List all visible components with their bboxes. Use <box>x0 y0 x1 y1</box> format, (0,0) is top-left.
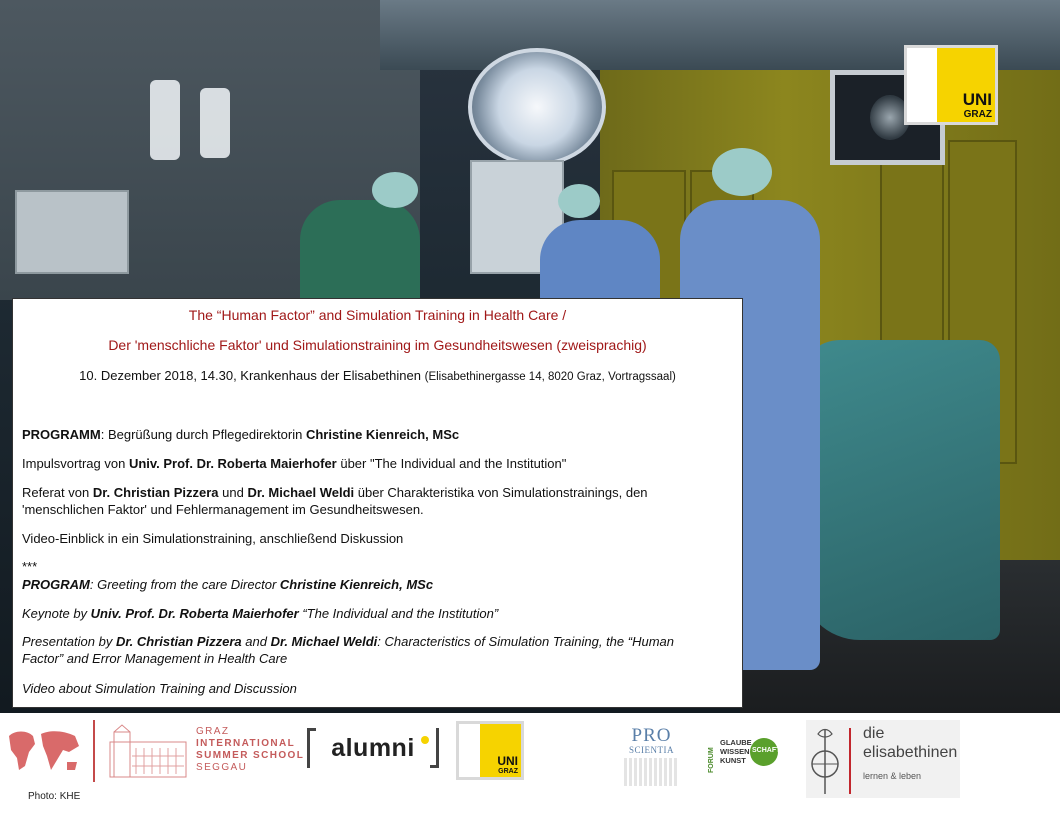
title-english: The “Human Factor” and Simulation Training in Health Care / <box>188 307 567 323</box>
photo-credit: Photo: KHE <box>28 791 81 802</box>
pro-text: PRO <box>631 725 672 746</box>
scientia-text: SCIENTIA <box>629 745 674 755</box>
castle-seggau-icon <box>108 724 188 779</box>
uni-text: UNI <box>497 754 518 768</box>
forum-circle <box>750 738 781 766</box>
elisabethinen-tagline: lernen & leben <box>863 771 922 781</box>
presentation-topic-cont: Factor” and Error Management in Health Care <box>22 651 288 666</box>
date-place-text: 10. Dezember 2018, 14.30, Krankenhaus der Elisabethinen <box>79 368 421 383</box>
world-map-icon <box>5 726 83 778</box>
connector-text: und <box>218 485 248 500</box>
forum-vertical-text: FORUM <box>708 747 715 773</box>
referat-text: Referat von <box>22 485 93 500</box>
alumni-text: alumni <box>331 733 415 762</box>
uni-graz-logo-small <box>456 721 524 780</box>
gis-divider <box>93 720 95 782</box>
pro-scientia-pattern <box>624 758 679 786</box>
referat-topic-cont: 'menschlichen Faktor' und Fehlermanagement im Gesundheitswesen. <box>22 502 424 517</box>
forum-circle-text: SCHAFT <box>752 747 781 754</box>
forum-logo <box>708 737 781 773</box>
alumni-logo <box>307 728 439 768</box>
elisabethinen-emblem-icon <box>808 724 842 796</box>
iv-bag <box>200 88 230 158</box>
keynote-title: “The Individual and the Institution” <box>298 606 499 621</box>
gis-line1: GRAZ <box>196 726 230 737</box>
medical-monitor <box>15 190 129 274</box>
programm-video: Video-Einblick in ein Simulationstraining, anschließend Diskussion <box>22 531 404 546</box>
presentation-topic: : Characteristics of Simulation Training, the “Human <box>377 634 674 649</box>
surgical-drape <box>800 340 1000 640</box>
pro-scientia-logo <box>624 727 679 786</box>
program-video-en: Video about Simulation Training and Discussion <box>22 681 297 696</box>
forum-line1: GLAUBE <box>720 738 752 747</box>
greeting-text: : Begrüßung durch Pflegedirektorin <box>100 427 306 442</box>
program-label: PROGRAM <box>22 577 90 592</box>
eli-line1: die <box>863 725 885 742</box>
speaker-name: Univ. Prof. Dr. Roberta Maierhofer <box>90 606 299 621</box>
keynote-text: Keynote by <box>22 606 91 621</box>
event-info-panel <box>12 298 743 708</box>
program-greeting-en <box>22 576 433 593</box>
surgeon-green <box>300 200 420 310</box>
programm-keynote <box>22 455 566 472</box>
gis-line3: SUMMER SCHOOL <box>196 750 305 761</box>
alumni-dot-icon <box>421 736 429 744</box>
program-keynote-en <box>22 605 498 622</box>
title-german: Der 'menschliche Faktor' und Simulationstraining im Gesundheitswesen (zweisprachig) <box>108 337 647 353</box>
greeting-text: : Greeting from the care Director <box>89 577 280 592</box>
keynote-title: über "The Individual and the Institution" <box>336 456 567 471</box>
graz-text: GRAZ <box>498 768 518 775</box>
forum-line2: WISSEN <box>720 747 750 756</box>
gis-logo-text <box>196 726 304 774</box>
uni-graz-logo <box>904 45 998 125</box>
surgical-lamp <box>468 48 606 166</box>
speaker-name: Dr. Christian Pizzera <box>115 634 242 649</box>
program-presentation-en <box>22 633 674 667</box>
speaker-name: Univ. Prof. Dr. Roberta Maierhofer <box>128 456 337 471</box>
speaker-name: Christine Kienreich, MSc <box>279 577 434 592</box>
separator: *** <box>22 559 38 574</box>
forum-line3: KUNST <box>720 756 746 765</box>
connector-text: and <box>241 634 271 649</box>
keynote-text: Impulsvortrag von <box>22 456 129 471</box>
date-location <box>13 367 742 386</box>
referat-topic: über Charakteristika von Simulationstrainings, den <box>354 485 648 500</box>
speaker-name: Dr. Michael Weldi <box>247 485 355 500</box>
iv-bag <box>150 80 180 160</box>
speaker-name: Christine Kienreich, MSc <box>305 427 460 442</box>
programm-referat <box>22 484 648 518</box>
programm-label: PROGRAMM <box>22 427 101 442</box>
graz-text: GRAZ <box>963 109 992 120</box>
elisabethinen-divider <box>849 728 851 794</box>
programm-greeting <box>22 426 459 443</box>
uni-text: UNI <box>962 90 992 109</box>
speaker-name: Dr. Christian Pizzera <box>92 485 219 500</box>
address-text: (Elisabethinergasse 14, 8020 Graz, Vortragssaal) <box>424 371 676 383</box>
gis-line4: SEGGAU <box>196 762 248 773</box>
elisabethinen-name <box>863 724 957 762</box>
gis-line2: INTERNATIONAL <box>196 738 296 749</box>
eli-line2: elisabethinen <box>863 744 958 761</box>
surgical-cap <box>712 148 772 196</box>
presentation-text: Presentation by <box>22 634 116 649</box>
surgical-cap <box>372 172 418 208</box>
surgical-cap <box>558 184 600 218</box>
speaker-name: Dr. Michael Weldi <box>270 634 378 649</box>
